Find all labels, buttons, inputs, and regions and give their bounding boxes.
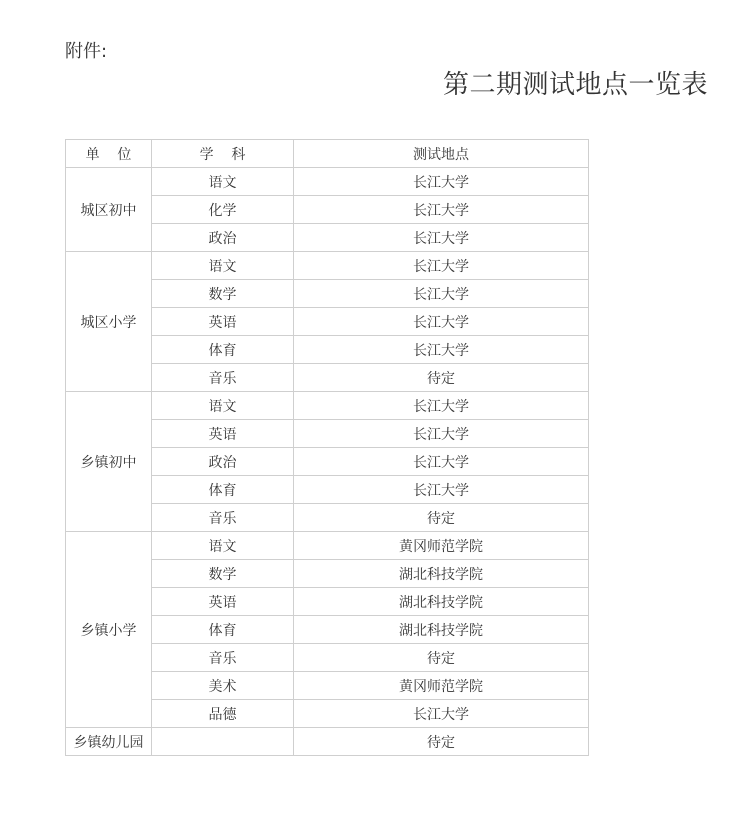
table-row bbox=[66, 532, 589, 560]
location-cell: 长江大学 bbox=[294, 196, 589, 224]
location-cell: 湖北科技学院 bbox=[294, 616, 589, 644]
subject-cell: 体育 bbox=[152, 476, 294, 504]
subject-cell: 体育 bbox=[152, 336, 294, 364]
subject-cell: 政治 bbox=[152, 224, 294, 252]
location-cell: 待定 bbox=[294, 728, 589, 756]
location-cell: 待定 bbox=[294, 644, 589, 672]
table-row bbox=[66, 252, 589, 280]
subject-cell: 语文 bbox=[152, 252, 294, 280]
location-cell: 长江大学 bbox=[294, 168, 589, 196]
subject-cell: 数学 bbox=[152, 280, 294, 308]
subject-cell: 化学 bbox=[152, 196, 294, 224]
location-cell: 湖北科技学院 bbox=[294, 560, 589, 588]
subject-cell: 语文 bbox=[152, 532, 294, 560]
location-cell: 黄冈师范学院 bbox=[294, 672, 589, 700]
location-cell: 长江大学 bbox=[294, 420, 589, 448]
attachment-label: 附件: bbox=[65, 41, 108, 62]
header-unit: 单 位 bbox=[66, 140, 152, 168]
location-cell: 长江大学 bbox=[294, 336, 589, 364]
subject-cell: 美术 bbox=[152, 672, 294, 700]
unit-cell: 乡镇小学 bbox=[66, 532, 152, 728]
location-cell: 长江大学 bbox=[294, 308, 589, 336]
subject-cell: 语文 bbox=[152, 168, 294, 196]
unit-cell: 城区初中 bbox=[66, 168, 152, 252]
subject-cell: 音乐 bbox=[152, 504, 294, 532]
table-row bbox=[66, 392, 589, 420]
subject-cell: 英语 bbox=[152, 420, 294, 448]
unit-cell: 城区小学 bbox=[66, 252, 152, 392]
subject-cell: 英语 bbox=[152, 308, 294, 336]
location-cell: 黄冈师范学院 bbox=[294, 532, 589, 560]
page-title: 第二期测试地点一览表 bbox=[442, 70, 708, 100]
header-subject: 学 科 bbox=[152, 140, 294, 168]
location-cell: 长江大学 bbox=[294, 700, 589, 728]
location-cell: 长江大学 bbox=[294, 224, 589, 252]
table-body bbox=[66, 168, 589, 756]
table-row bbox=[66, 728, 589, 756]
location-cell: 待定 bbox=[294, 364, 589, 392]
subject-cell: 数学 bbox=[152, 560, 294, 588]
subject-cell: 音乐 bbox=[152, 364, 294, 392]
unit-cell: 乡镇初中 bbox=[66, 392, 152, 532]
test-location-table bbox=[65, 139, 589, 756]
subject-cell: 品德 bbox=[152, 700, 294, 728]
subject-cell: 英语 bbox=[152, 588, 294, 616]
location-cell: 长江大学 bbox=[294, 252, 589, 280]
subject-cell: 政治 bbox=[152, 448, 294, 476]
location-cell: 长江大学 bbox=[294, 476, 589, 504]
unit-cell: 乡镇幼儿园 bbox=[66, 728, 152, 756]
location-cell: 长江大学 bbox=[294, 280, 589, 308]
location-cell: 湖北科技学院 bbox=[294, 588, 589, 616]
subject-cell: 体育 bbox=[152, 616, 294, 644]
header-location: 测试地点 bbox=[294, 140, 589, 168]
location-cell: 长江大学 bbox=[294, 448, 589, 476]
subject-cell bbox=[152, 728, 294, 756]
subject-cell: 音乐 bbox=[152, 644, 294, 672]
location-cell: 长江大学 bbox=[294, 392, 589, 420]
table-header-row bbox=[66, 140, 589, 168]
table-row bbox=[66, 168, 589, 196]
location-cell: 待定 bbox=[294, 504, 589, 532]
subject-cell: 语文 bbox=[152, 392, 294, 420]
